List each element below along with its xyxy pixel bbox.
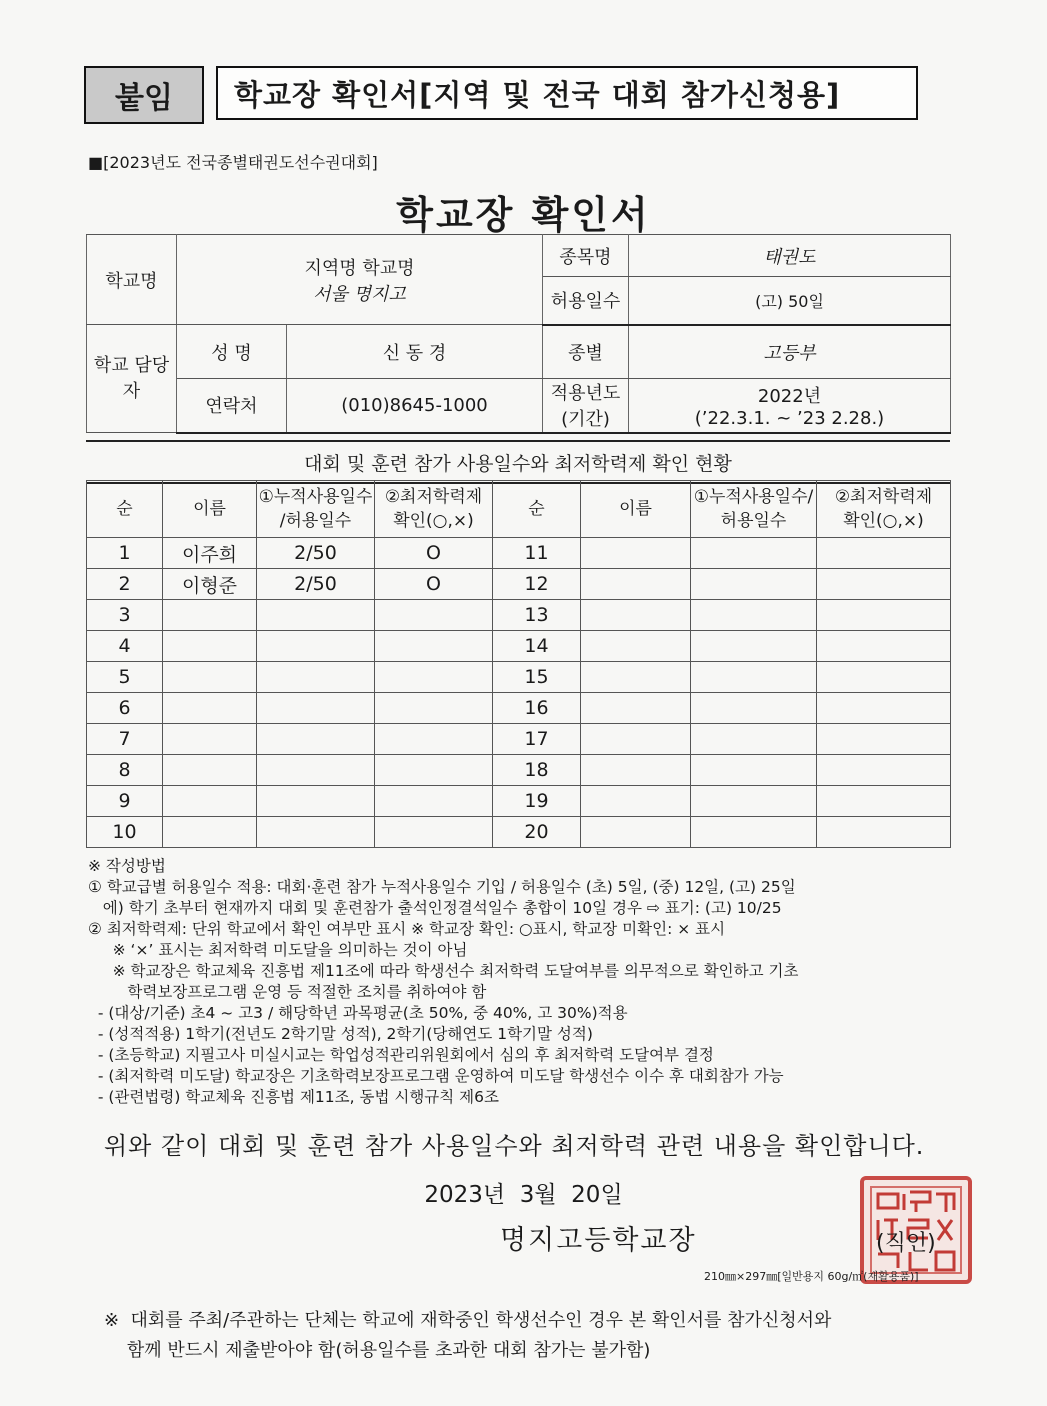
table-row	[87, 786, 951, 817]
row-name	[581, 600, 691, 631]
row-check	[817, 755, 951, 786]
header-check-2	[817, 481, 951, 538]
school-info-table	[86, 234, 951, 434]
row-name	[163, 786, 257, 817]
row-check	[817, 538, 951, 569]
row-no: 8	[87, 755, 163, 786]
table-row	[87, 662, 951, 693]
row-no: 7	[87, 724, 163, 755]
note-line: - (최저학력 미도달) 학교장은 기초학력보장프로그램 운영하여 미도달 학생선수 이수 후 대회참가 가능	[88, 1067, 784, 1085]
row-days	[257, 724, 375, 755]
header-days-2-line1: ①누적사용일수/	[693, 487, 814, 507]
row-days	[257, 662, 375, 693]
row-name	[581, 569, 691, 600]
sport-label: 종목명	[543, 235, 629, 277]
header-days-line2: /허용일수	[279, 511, 352, 531]
school-label: 학교명	[87, 235, 177, 325]
row-name	[581, 631, 691, 662]
school-name-cell	[177, 235, 543, 325]
footnote	[104, 1306, 964, 1366]
row-no: 11	[493, 538, 581, 569]
row-check	[375, 755, 493, 786]
row-no: 5	[87, 662, 163, 693]
row-check	[375, 817, 493, 848]
principal-name: 명지고등학교장	[500, 1225, 697, 1256]
row-name: 이형준	[163, 569, 257, 600]
row-name	[581, 817, 691, 848]
row-check	[817, 631, 951, 662]
row-name	[581, 755, 691, 786]
row-check	[817, 662, 951, 693]
contact-value: (010)8645-1000	[287, 379, 543, 433]
writing-instructions	[88, 856, 958, 1108]
attachment-label: 붙임	[84, 66, 204, 124]
row-name	[581, 662, 691, 693]
manager-label: 학교 담당자	[87, 325, 177, 433]
row-name	[581, 786, 691, 817]
row-name	[581, 724, 691, 755]
note-line: - (관련법령) 학교체육 진흥법 제11조, 동법 시행규칙 제6조	[88, 1088, 499, 1106]
sport-value: 태권도	[629, 235, 951, 277]
roster-table	[86, 480, 951, 848]
row-days	[691, 755, 817, 786]
school-name: 서울 명지고	[313, 283, 406, 305]
row-name	[163, 600, 257, 631]
issue-date: 2023년 3월 20일	[424, 1182, 623, 1208]
school-name-hint: 지역명 학교명	[304, 257, 415, 279]
note-line: 학력보장프로그램 운영 등 적절한 조치를 취하여야 함	[88, 983, 487, 1001]
row-no: 18	[493, 755, 581, 786]
row-no: 4	[87, 631, 163, 662]
row-days	[691, 631, 817, 662]
row-no: 10	[87, 817, 163, 848]
row-days	[257, 631, 375, 662]
row-days	[691, 693, 817, 724]
row-days: 2/50	[257, 569, 375, 600]
row-no: 17	[493, 724, 581, 755]
row-no: 20	[493, 817, 581, 848]
row-check	[375, 631, 493, 662]
seal-label: (직인)	[876, 1231, 936, 1256]
allowed-days-label: 허용일수	[543, 277, 629, 325]
row-days	[257, 786, 375, 817]
table-row	[87, 600, 951, 631]
row-days	[691, 538, 817, 569]
table-row	[87, 817, 951, 848]
row-name	[163, 724, 257, 755]
header-no: 순	[87, 481, 163, 538]
year-period: (’22.3.1. ~ ’23 2.28.)	[694, 407, 885, 429]
event-name: ■[2023년도 전국종별태권도선수권대회]	[88, 153, 378, 172]
division-value: 고등부	[629, 325, 951, 379]
name-label: 성 명	[177, 325, 287, 379]
note-line: ※ 학교장은 학교체육 진흥법 제11조에 따라 학생선수 최저학력 도달여부를 의무적으로 확인하고 기초	[88, 962, 799, 980]
table-row	[87, 631, 951, 662]
row-check	[817, 817, 951, 848]
row-no: 6	[87, 693, 163, 724]
row-check	[817, 724, 951, 755]
row-name	[581, 693, 691, 724]
note-line: - (초등학교) 지필고사 미실시교는 학업성적관리위원회에서 심의 후 최저학력 도달여부 결정	[88, 1046, 714, 1064]
note-line: ② 최저학력제: 단위 학교에서 확인 여부만 표시 ※ 학교장 확인: ○표시, 학교장 미확인: × 표시	[88, 920, 726, 938]
row-days	[691, 817, 817, 848]
note-line: 에) 학기 초부터 현재까지 대회 및 훈련참가 출석인정결석일수 총합이 10일 경우 ⇨ 표기: (고) 10/25	[88, 899, 782, 917]
note-line: ① 학교급별 허용일수 적용: 대회·훈련 참가 누적사용일수 기입 / 허용일수 (초) 5일, (중) 12일, (고) 25일	[88, 878, 796, 896]
row-days	[691, 662, 817, 693]
row-check: O	[375, 538, 493, 569]
row-days	[691, 786, 817, 817]
year-value-cell	[629, 379, 951, 433]
row-check	[375, 600, 493, 631]
section-title: 대회 및 훈련 참가 사용일수와 최저학력제 확인 현황	[86, 440, 950, 484]
allowed-days-value: (고) 50일	[629, 277, 951, 325]
header-name: 이름	[163, 481, 257, 538]
row-name	[163, 817, 257, 848]
row-name	[163, 662, 257, 693]
header-days-line1: ①누적사용일수	[258, 487, 373, 507]
row-no: 1	[87, 538, 163, 569]
header-name-2: 이름	[581, 481, 691, 538]
row-no: 12	[493, 569, 581, 600]
header-check	[375, 481, 493, 538]
row-check	[817, 786, 951, 817]
name-value: 신 동 경	[287, 325, 543, 379]
row-check	[375, 786, 493, 817]
document-title: 학교장 확인서	[396, 193, 651, 237]
year-label-cell	[543, 379, 629, 433]
row-days: 2/50	[257, 538, 375, 569]
row-no: 2	[87, 569, 163, 600]
header-days-2	[691, 481, 817, 538]
row-no: 16	[493, 693, 581, 724]
header-check-2-line1: ②최저학력제	[834, 487, 933, 507]
row-check	[817, 600, 951, 631]
row-name	[163, 755, 257, 786]
row-no: 19	[493, 786, 581, 817]
row-days	[257, 755, 375, 786]
year-label-sub: (기간)	[561, 409, 610, 431]
table-row	[87, 693, 951, 724]
header-check-line2: 확인(○,×)	[393, 511, 474, 531]
row-no: 14	[493, 631, 581, 662]
year-value: 2022년	[757, 385, 822, 407]
footnote-line: ※ 대회를 주최/주관하는 단체는 학교에 재학중인 학생선수인 경우 본 확인서를 참가신청서와	[104, 1310, 832, 1331]
row-days	[691, 600, 817, 631]
row-name	[581, 538, 691, 569]
header-days	[257, 481, 375, 538]
row-days	[257, 817, 375, 848]
header-no-2: 순	[493, 481, 581, 538]
row-days	[691, 724, 817, 755]
row-check	[375, 724, 493, 755]
row-name: 이주희	[163, 538, 257, 569]
row-no: 9	[87, 786, 163, 817]
contact-label: 연락처	[177, 379, 287, 433]
note-line: ※ ‘×’ 표시는 최저학력 미도달을 의미하는 것이 아님	[88, 941, 468, 959]
header-days-2-line2: 허용일수	[720, 511, 787, 531]
table-row	[87, 724, 951, 755]
row-no: 13	[493, 600, 581, 631]
row-days	[257, 693, 375, 724]
note-line: - (성적적용) 1학기(전년도 2학기말 성적), 2학기(당해연도 1학기말 성적)	[88, 1025, 593, 1043]
row-name	[163, 693, 257, 724]
header-check-2-line2: 확인(○,×)	[843, 511, 924, 531]
form-title: 학교장 확인서[지역 및 전국 대회 참가신청용]	[216, 66, 918, 120]
table-row	[87, 755, 951, 786]
note-line: ※ 작성방법	[88, 857, 166, 875]
row-check	[817, 569, 951, 600]
footnote-line: 함께 반드시 제출받아야 함(허용일수를 초과한 대회 참가는 불가함)	[104, 1340, 651, 1361]
row-check	[817, 693, 951, 724]
division-label: 종별	[543, 325, 629, 379]
note-line: - (대상/기준) 초4 ~ 고3 / 해당학년 과목평균(초 50%, 중 40%, 고 30%)적용	[88, 1004, 628, 1022]
table-row	[87, 569, 951, 600]
row-check	[375, 693, 493, 724]
row-days	[257, 600, 375, 631]
row-check: O	[375, 569, 493, 600]
table-row	[87, 538, 951, 569]
year-label: 적용년도	[550, 383, 621, 405]
row-check	[375, 662, 493, 693]
paper-spec: 210㎜×297㎜[일반용지 60g/㎡(재활용품)]	[704, 1270, 919, 1283]
header-check-line1: ②최저학력제	[384, 487, 483, 507]
row-no: 15	[493, 662, 581, 693]
row-days	[691, 569, 817, 600]
row-name	[163, 631, 257, 662]
confirmation-statement: 위와 같이 대회 및 훈련 참가 사용일수와 최저학력 관련 내용을 확인합니다.	[104, 1132, 925, 1160]
row-no: 3	[87, 600, 163, 631]
